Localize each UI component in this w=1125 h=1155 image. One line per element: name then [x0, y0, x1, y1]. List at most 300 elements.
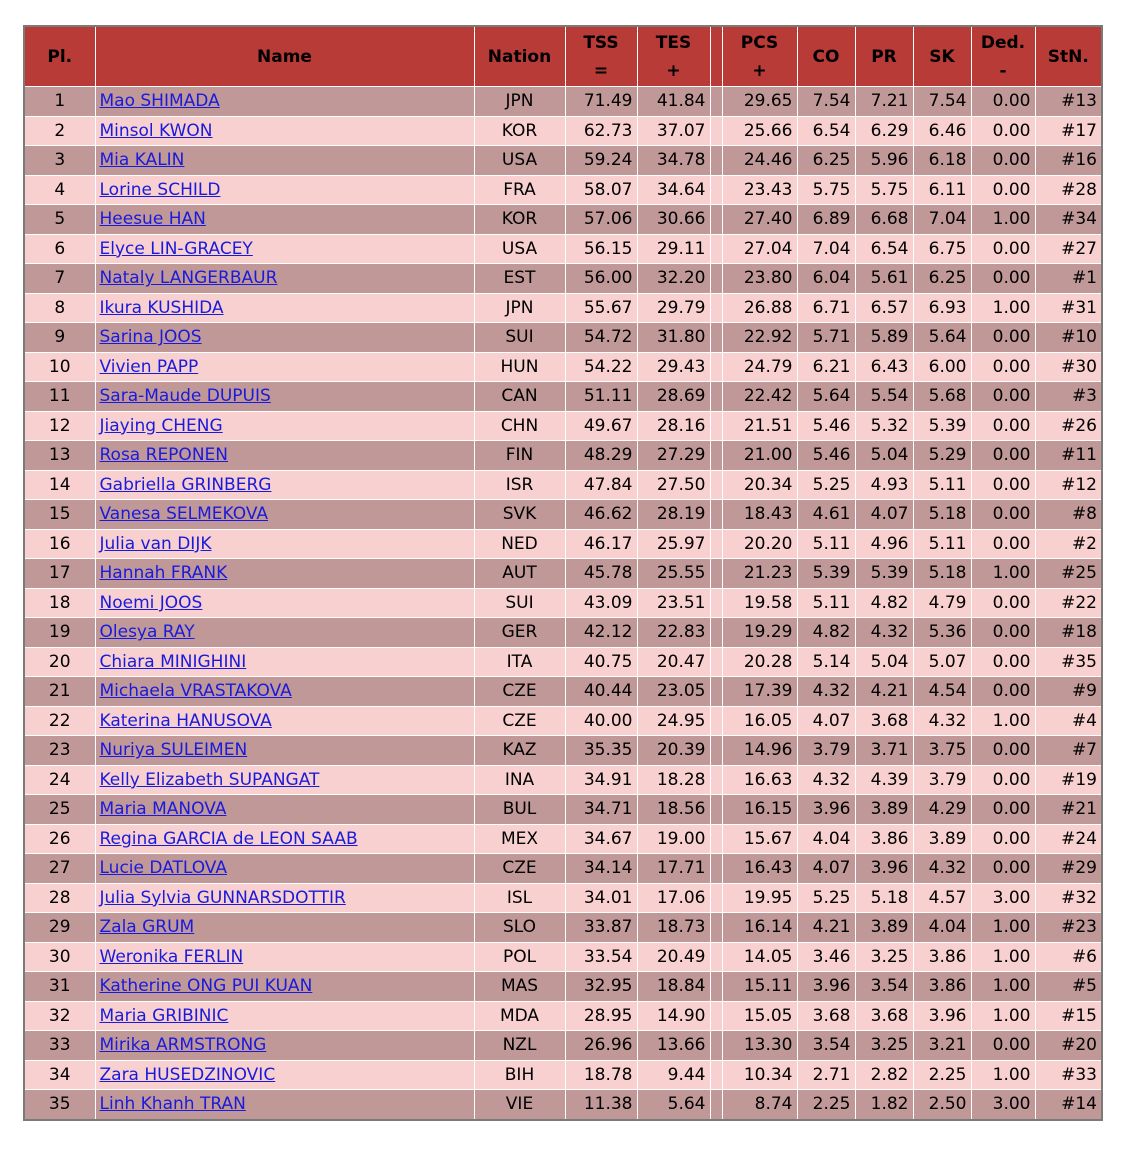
spacer-cell: [710, 883, 722, 913]
spacer-cell: [710, 854, 722, 884]
co-cell: 7.04: [797, 234, 855, 264]
pcs-cell: 15.11: [722, 972, 797, 1002]
pcs-cell: 16.14: [722, 913, 797, 943]
spacer-cell: [710, 175, 722, 205]
deductions-cell: 0.00: [971, 765, 1035, 795]
spacer-cell: [710, 293, 722, 323]
pr-cell: 3.86: [855, 824, 913, 854]
co-cell: 5.39: [797, 559, 855, 589]
table-row: [24, 618, 1102, 648]
pr-cell: 4.21: [855, 677, 913, 707]
sk-cell: 3.75: [913, 736, 971, 766]
pcs-cell: 18.43: [722, 500, 797, 530]
table-row: [24, 795, 1102, 825]
place-cell: 31: [24, 972, 95, 1002]
pr-cell: 5.04: [855, 647, 913, 677]
tes-cell: 22.83: [637, 618, 710, 648]
tes-cell: 34.64: [637, 175, 710, 205]
spacer-cell: [710, 647, 722, 677]
tss-cell: 18.78: [565, 1060, 637, 1090]
start-number-cell: #21: [1035, 795, 1102, 825]
co-cell: 2.71: [797, 1060, 855, 1090]
pcs-cell: 20.20: [722, 529, 797, 559]
tes-cell: 37.07: [637, 116, 710, 146]
tss-cell: 34.01: [565, 883, 637, 913]
skater-name-cell: [95, 146, 474, 176]
place-cell: 26: [24, 824, 95, 854]
nation-cell: MAS: [474, 972, 565, 1002]
spacer-cell: [710, 588, 722, 618]
start-number-cell: #26: [1035, 411, 1102, 441]
spacer-cell: [710, 470, 722, 500]
skater-name-cell: [95, 677, 474, 707]
skater-name-cell: [95, 1090, 474, 1120]
table-row: [24, 1001, 1102, 1031]
place-cell: 6: [24, 234, 95, 264]
nation-cell: NZL: [474, 1031, 565, 1061]
deductions-cell: 0.00: [971, 529, 1035, 559]
nation-cell: GER: [474, 618, 565, 648]
skater-name-link[interactable]: Regina GARCIA de LEON SAAB: [99, 828, 358, 849]
sk-cell: 4.57: [913, 883, 971, 913]
skater-name-link[interactable]: Katerina HANUSOVA: [99, 710, 272, 731]
spacer-cell: [710, 87, 722, 117]
tes-cell: 31.80: [637, 323, 710, 353]
co-cell: 5.25: [797, 883, 855, 913]
pcs-cell: 25.66: [722, 116, 797, 146]
pr-cell: 6.43: [855, 352, 913, 382]
table-row: [24, 824, 1102, 854]
pcs-cell: 26.88: [722, 293, 797, 323]
pr-cell: 4.93: [855, 470, 913, 500]
spacer-cell: [710, 500, 722, 530]
pr-cell: 4.32: [855, 618, 913, 648]
skater-name-cell: [95, 618, 474, 648]
co-cell: 6.71: [797, 293, 855, 323]
header-tes: TES +: [637, 26, 710, 87]
sk-cell: 6.93: [913, 293, 971, 323]
skater-name-link[interactable]: Julia van DIJK: [99, 533, 212, 554]
table-row: [24, 293, 1102, 323]
start-number-cell: #22: [1035, 588, 1102, 618]
start-number-cell: #32: [1035, 883, 1102, 913]
start-number-cell: #24: [1035, 824, 1102, 854]
start-number-cell: #20: [1035, 1031, 1102, 1061]
pcs-cell: 29.65: [722, 87, 797, 117]
table-row: [24, 706, 1102, 736]
place-cell: 32: [24, 1001, 95, 1031]
nation-cell: AUT: [474, 559, 565, 589]
table-row: [24, 146, 1102, 176]
pcs-cell: 15.67: [722, 824, 797, 854]
place-cell: 16: [24, 529, 95, 559]
tes-cell: 25.97: [637, 529, 710, 559]
co-cell: 6.54: [797, 116, 855, 146]
tes-cell: 17.71: [637, 854, 710, 884]
table-row: [24, 500, 1102, 530]
spacer-cell: [710, 441, 722, 471]
deductions-cell: 0.00: [971, 175, 1035, 205]
nation-cell: USA: [474, 146, 565, 176]
start-number-cell: #11: [1035, 441, 1102, 471]
tes-cell: 5.64: [637, 1090, 710, 1120]
skater-name-cell: [95, 1001, 474, 1031]
sk-cell: 5.36: [913, 618, 971, 648]
tss-cell: 34.14: [565, 854, 637, 884]
skater-name-link[interactable]: Sarina JOOS: [99, 327, 202, 348]
place-cell: 22: [24, 706, 95, 736]
pr-cell: 6.68: [855, 205, 913, 235]
table-row: [24, 588, 1102, 618]
skater-name-cell: [95, 942, 474, 972]
skater-name-cell: [95, 411, 474, 441]
header-sk: SK: [913, 26, 971, 87]
skater-name-link[interactable]: Nuriya SULEIMEN: [99, 740, 248, 761]
pcs-cell: 14.05: [722, 942, 797, 972]
skater-name-link[interactable]: Weronika FERLIN: [99, 946, 244, 967]
tss-cell: 71.49: [565, 87, 637, 117]
pr-cell: 1.82: [855, 1090, 913, 1120]
place-cell: 13: [24, 441, 95, 471]
spacer-cell: [710, 706, 722, 736]
tss-cell: 45.78: [565, 559, 637, 589]
pr-cell: 5.89: [855, 323, 913, 353]
place-cell: 27: [24, 854, 95, 884]
place-cell: 7: [24, 264, 95, 294]
start-number-cell: #1: [1035, 264, 1102, 294]
co-cell: 3.96: [797, 972, 855, 1002]
skater-name-link[interactable]: Mirika ARMSTRONG: [99, 1035, 267, 1056]
nation-cell: KOR: [474, 116, 565, 146]
co-cell: 5.11: [797, 588, 855, 618]
skater-name-link[interactable]: Heesue HAN: [99, 209, 206, 230]
start-number-cell: #30: [1035, 352, 1102, 382]
skater-name-cell: [95, 205, 474, 235]
start-number-cell: #17: [1035, 116, 1102, 146]
place-cell: 33: [24, 1031, 95, 1061]
co-cell: 5.14: [797, 647, 855, 677]
tss-cell: 49.67: [565, 411, 637, 441]
tes-cell: 23.51: [637, 588, 710, 618]
nation-cell: HUN: [474, 352, 565, 382]
deductions-cell: 1.00: [971, 972, 1035, 1002]
place-cell: 10: [24, 352, 95, 382]
pcs-cell: 16.43: [722, 854, 797, 884]
start-number-cell: #2: [1035, 529, 1102, 559]
header-nation: Nation: [474, 26, 565, 87]
pcs-cell: 16.63: [722, 765, 797, 795]
skater-name-link[interactable]: Michaela VRASTAKOVA: [99, 681, 292, 702]
nation-cell: INA: [474, 765, 565, 795]
deductions-cell: 1.00: [971, 205, 1035, 235]
skater-name-cell: [95, 736, 474, 766]
nation-cell: VIE: [474, 1090, 565, 1120]
deductions-cell: 1.00: [971, 706, 1035, 736]
pr-cell: 5.54: [855, 382, 913, 412]
tss-cell: 40.00: [565, 706, 637, 736]
tes-cell: 29.11: [637, 234, 710, 264]
skater-name-link[interactable]: Nataly LANGERBAUR: [99, 268, 278, 289]
tss-cell: 42.12: [565, 618, 637, 648]
nation-cell: CZE: [474, 677, 565, 707]
pcs-cell: 21.23: [722, 559, 797, 589]
sk-cell: 5.07: [913, 647, 971, 677]
nation-cell: SUI: [474, 323, 565, 353]
nation-cell: JPN: [474, 87, 565, 117]
tes-cell: 14.90: [637, 1001, 710, 1031]
skater-name-link[interactable]: Noemi JOOS: [99, 592, 203, 613]
pcs-cell: 24.46: [722, 146, 797, 176]
table-row: [24, 470, 1102, 500]
nation-cell: FIN: [474, 441, 565, 471]
start-number-cell: #34: [1035, 205, 1102, 235]
tss-cell: 35.35: [565, 736, 637, 766]
spacer-cell: [710, 795, 722, 825]
skater-name-link[interactable]: Elyce LIN-GRACEY: [99, 238, 253, 259]
pcs-cell: 19.95: [722, 883, 797, 913]
table-row: [24, 175, 1102, 205]
spacer-cell: [710, 323, 722, 353]
header-name: Name: [95, 26, 474, 87]
pr-cell: 6.57: [855, 293, 913, 323]
sk-cell: 4.79: [913, 588, 971, 618]
table-row: [24, 87, 1102, 117]
skater-name-link[interactable]: Gabriella GRINBERG: [99, 474, 272, 495]
sk-cell: 7.54: [913, 87, 971, 117]
header-co: CO: [797, 26, 855, 87]
pr-cell: 4.96: [855, 529, 913, 559]
deductions-cell: 0.00: [971, 1031, 1035, 1061]
pcs-cell: 21.51: [722, 411, 797, 441]
co-cell: 5.46: [797, 441, 855, 471]
table-row: [24, 883, 1102, 913]
pr-cell: 3.89: [855, 913, 913, 943]
table-row: [24, 647, 1102, 677]
tss-cell: 47.84: [565, 470, 637, 500]
skater-name-link[interactable]: Sara-Maude DUPUIS: [99, 386, 271, 407]
sk-cell: 5.68: [913, 382, 971, 412]
pcs-cell: 13.30: [722, 1031, 797, 1061]
nation-cell: ISR: [474, 470, 565, 500]
pcs-cell: 8.74: [722, 1090, 797, 1120]
sk-cell: 7.04: [913, 205, 971, 235]
skater-name-link[interactable]: Maria MANOVA: [99, 799, 227, 820]
co-cell: 5.75: [797, 175, 855, 205]
skater-name-cell: [95, 588, 474, 618]
table-row: [24, 116, 1102, 146]
skater-name-link[interactable]: Chiara MINIGHINI: [99, 651, 247, 672]
pcs-cell: 19.29: [722, 618, 797, 648]
tes-cell: 20.47: [637, 647, 710, 677]
skater-name-link[interactable]: Kelly Elizabeth SUPANGAT: [99, 769, 320, 790]
tes-cell: 28.16: [637, 411, 710, 441]
start-number-cell: #9: [1035, 677, 1102, 707]
place-cell: 18: [24, 588, 95, 618]
skater-name-link[interactable]: Hannah FRANK: [99, 563, 228, 584]
tss-cell: 11.38: [565, 1090, 637, 1120]
skater-name-link[interactable]: Lorine SCHILD: [99, 179, 221, 200]
spacer-cell: [710, 677, 722, 707]
skater-name-cell: [95, 441, 474, 471]
tes-cell: 9.44: [637, 1060, 710, 1090]
tss-cell: 54.72: [565, 323, 637, 353]
tes-cell: 28.69: [637, 382, 710, 412]
deductions-cell: 0.00: [971, 795, 1035, 825]
spacer-cell: [710, 972, 722, 1002]
tss-cell: 33.54: [565, 942, 637, 972]
skater-name-link[interactable]: Rosa REPONEN: [99, 445, 228, 466]
pcs-cell: 15.05: [722, 1001, 797, 1031]
deductions-cell: 1.00: [971, 1060, 1035, 1090]
co-cell: 4.32: [797, 765, 855, 795]
header-pcs: PCS +: [722, 26, 797, 87]
tss-cell: 56.15: [565, 234, 637, 264]
deductions-cell: 0.00: [971, 824, 1035, 854]
skater-name-link[interactable]: Lucie DATLOVA: [99, 858, 227, 879]
skater-name-link[interactable]: Zala GRUM: [99, 917, 195, 938]
spacer-cell: [710, 618, 722, 648]
skater-name-link[interactable]: Vivien PAPP: [99, 356, 199, 377]
spacer-cell: [710, 1001, 722, 1031]
skater-name-link[interactable]: Zara HUSEDZINOVIC: [99, 1064, 276, 1085]
skater-name-link[interactable]: Ikura KUSHIDA: [99, 297, 224, 318]
deductions-cell: 0.00: [971, 382, 1035, 412]
table-row: [24, 1090, 1102, 1120]
pcs-cell: 20.34: [722, 470, 797, 500]
pr-cell: 6.54: [855, 234, 913, 264]
tss-cell: 34.67: [565, 824, 637, 854]
tss-cell: 62.73: [565, 116, 637, 146]
pcs-cell: 14.96: [722, 736, 797, 766]
header-pr: PR: [855, 26, 913, 87]
start-number-cell: #13: [1035, 87, 1102, 117]
co-cell: 3.46: [797, 942, 855, 972]
deductions-cell: 3.00: [971, 883, 1035, 913]
spacer-cell: [710, 942, 722, 972]
co-cell: 4.07: [797, 854, 855, 884]
deductions-cell: 0.00: [971, 854, 1035, 884]
table-row: [24, 913, 1102, 943]
skater-name-link[interactable]: Linh Khanh TRAN: [99, 1094, 246, 1115]
start-number-cell: #6: [1035, 942, 1102, 972]
co-cell: 4.04: [797, 824, 855, 854]
skater-name-cell: [95, 765, 474, 795]
sk-cell: 6.46: [913, 116, 971, 146]
sk-cell: 2.25: [913, 1060, 971, 1090]
skater-name-link[interactable]: Maria GRIBINIC: [99, 1005, 229, 1026]
pcs-cell: 17.39: [722, 677, 797, 707]
deductions-cell: 0.00: [971, 146, 1035, 176]
spacer-cell: [710, 765, 722, 795]
start-number-cell: #25: [1035, 559, 1102, 589]
header-row: [24, 26, 1102, 87]
skater-name-cell: [95, 1060, 474, 1090]
sk-cell: 6.18: [913, 146, 971, 176]
skater-name-cell: [95, 824, 474, 854]
skater-name-link[interactable]: Vanesa SELMEKOVA: [99, 504, 269, 525]
start-number-cell: #19: [1035, 765, 1102, 795]
nation-cell: KOR: [474, 205, 565, 235]
tes-cell: 18.73: [637, 913, 710, 943]
tes-cell: 27.50: [637, 470, 710, 500]
deductions-cell: 1.00: [971, 913, 1035, 943]
co-cell: 4.21: [797, 913, 855, 943]
deductions-cell: 0.00: [971, 588, 1035, 618]
start-number-cell: #10: [1035, 323, 1102, 353]
table-row: [24, 854, 1102, 884]
place-cell: 9: [24, 323, 95, 353]
skater-name-link[interactable]: Katherine ONG PUI KUAN: [99, 976, 313, 997]
pr-cell: 5.04: [855, 441, 913, 471]
skater-name-link[interactable]: Mao SHIMADA: [99, 91, 220, 112]
nation-cell: JPN: [474, 293, 565, 323]
header-spacer: [710, 26, 722, 87]
header-start-number: StN.: [1035, 26, 1102, 87]
spacer-cell: [710, 116, 722, 146]
nation-cell: MEX: [474, 824, 565, 854]
tes-cell: 27.29: [637, 441, 710, 471]
spacer-cell: [710, 146, 722, 176]
table-row: [24, 765, 1102, 795]
pr-cell: 3.25: [855, 942, 913, 972]
deductions-cell: 0.00: [971, 441, 1035, 471]
skater-name-link[interactable]: Minsol KWON: [99, 120, 213, 141]
deductions-cell: 3.00: [971, 1090, 1035, 1120]
place-cell: 1: [24, 87, 95, 117]
place-cell: 29: [24, 913, 95, 943]
tss-cell: 46.17: [565, 529, 637, 559]
skater-name-link[interactable]: Mia KALIN: [99, 150, 185, 171]
pr-cell: 7.21: [855, 87, 913, 117]
tss-cell: 54.22: [565, 352, 637, 382]
skater-name-link[interactable]: Olesya RAY: [99, 622, 195, 643]
spacer-cell: [710, 913, 722, 943]
skater-name-link[interactable]: Julia Sylvia GUNNARSDOTTIR: [99, 887, 346, 908]
nation-cell: EST: [474, 264, 565, 294]
start-number-cell: #35: [1035, 647, 1102, 677]
sk-cell: 5.64: [913, 323, 971, 353]
skater-name-cell: [95, 116, 474, 146]
deductions-cell: 0.00: [971, 352, 1035, 382]
skater-name-cell: [95, 470, 474, 500]
place-cell: 4: [24, 175, 95, 205]
place-cell: 20: [24, 647, 95, 677]
pr-cell: 4.39: [855, 765, 913, 795]
table-row: [24, 1031, 1102, 1061]
start-number-cell: #4: [1035, 706, 1102, 736]
tss-cell: 34.91: [565, 765, 637, 795]
start-number-cell: #23: [1035, 913, 1102, 943]
start-number-cell: #15: [1035, 1001, 1102, 1031]
spacer-cell: [710, 529, 722, 559]
start-number-cell: #29: [1035, 854, 1102, 884]
table-row: [24, 205, 1102, 235]
nation-cell: CHN: [474, 411, 565, 441]
skater-name-link[interactable]: Jiaying CHENG: [99, 415, 223, 436]
skater-name-cell: [95, 323, 474, 353]
start-number-cell: #3: [1035, 382, 1102, 412]
tss-cell: 56.00: [565, 264, 637, 294]
tes-cell: 13.66: [637, 1031, 710, 1061]
pr-cell: 3.25: [855, 1031, 913, 1061]
skater-name-cell: [95, 795, 474, 825]
tes-cell: 24.95: [637, 706, 710, 736]
nation-cell: FRA: [474, 175, 565, 205]
table-row: [24, 352, 1102, 382]
skater-name-cell: [95, 854, 474, 884]
deductions-cell: 0.00: [971, 647, 1035, 677]
tss-cell: 40.75: [565, 647, 637, 677]
